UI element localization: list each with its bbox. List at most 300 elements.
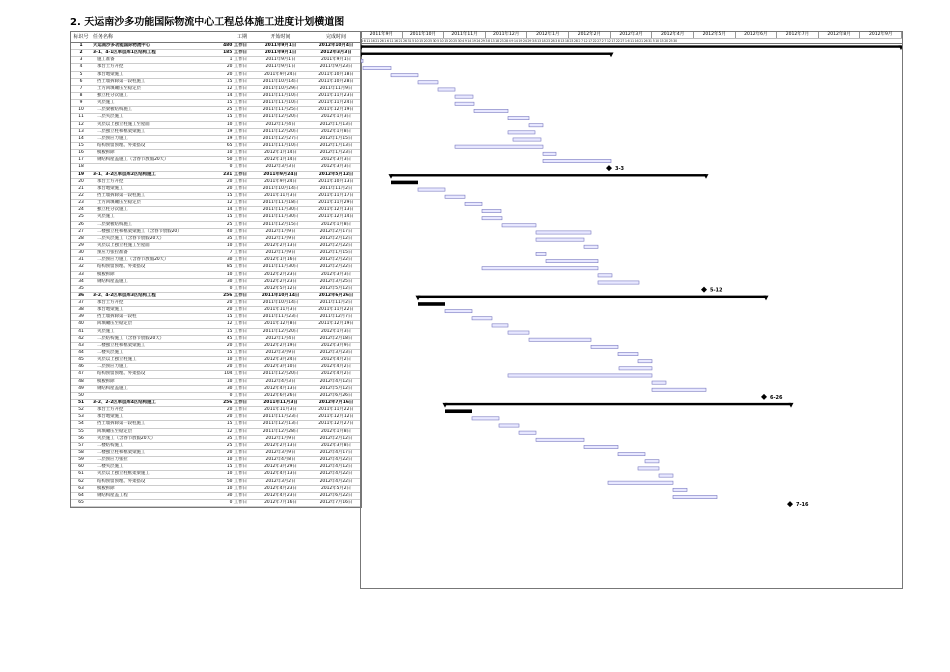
cell-name: 模板拆除 — [97, 150, 115, 156]
cell-duration: 15 工作日 — [226, 464, 247, 470]
cell-id: 59 — [78, 457, 84, 463]
cell-duration: 25 工作日 — [226, 221, 247, 227]
cell-start: 2011年11月30日 — [262, 214, 299, 220]
cell-start: 2011年11月3日 — [263, 400, 298, 406]
table-row[interactable] — [71, 236, 361, 243]
cell-name: 二层独立柱和框架梁施工 — [97, 128, 146, 134]
cell-finish: 2012年4月12日 — [319, 378, 353, 384]
cell-name: 夹层以上独立柱施工至屋面 — [97, 242, 150, 248]
table-row[interactable] — [71, 122, 361, 129]
cell-name: 承台土方开挖 — [97, 407, 124, 413]
cell-duration: 10 工作日 — [226, 121, 247, 127]
cell-duration: 40 工作日 — [226, 228, 247, 234]
cell-name: 二楼独立柱和框架梁施工（含春节放假20） — [97, 228, 182, 234]
cell-start: 2012年2月13日 — [264, 442, 297, 448]
cell-finish: 2012年5月12日 — [318, 171, 354, 177]
cell-name: 结构预留预埋、外架搭设 — [97, 264, 146, 270]
summary-bar — [418, 296, 766, 298]
cell-start: 2011年12月20日 — [262, 328, 299, 334]
header-name: 任务名称 — [93, 34, 114, 40]
cell-start: 2012年7月16日 — [264, 500, 297, 505]
task-bar — [445, 409, 472, 413]
table-row[interactable] — [71, 479, 361, 486]
month-label: 2012年8月 — [819, 32, 861, 38]
cell-start: 2012年2月19日 — [264, 342, 297, 348]
cell-start: 2011年9月24日 — [263, 171, 298, 177]
cell-finish: 2011年11月29日 — [318, 200, 354, 206]
cell-start: 2012年6月26日 — [264, 392, 297, 398]
table-row[interactable] — [71, 429, 361, 436]
table-row[interactable] — [71, 343, 361, 350]
cell-duration: 480 工作日 — [223, 43, 247, 48]
task-rows — [71, 43, 361, 507]
table-row[interactable] — [71, 321, 361, 328]
cell-id: 7 — [79, 85, 83, 91]
cell-id: 17 — [78, 157, 84, 163]
cell-finish: 2012年3月3日 — [321, 164, 351, 170]
cell-finish: 2012年2月22日 — [319, 242, 353, 248]
cell-duration: 20 工作日 — [226, 450, 247, 456]
cell-start: 2011年9月1日 — [264, 43, 297, 48]
cell-start: 2011年10月14日 — [261, 292, 300, 298]
cell-id: 27 — [78, 228, 84, 234]
cell-start: 2011年11月30日 — [262, 264, 299, 270]
cell-finish: 2011年11月22日 — [318, 407, 354, 413]
cell-finish: 2012年3月9日 — [321, 342, 351, 348]
task-bar — [536, 438, 584, 441]
cell-start: 2011年11月10日 — [262, 92, 299, 98]
task-bar — [584, 245, 598, 248]
cell-duration: 10 工作日 — [226, 485, 247, 491]
cell-id: 15 — [78, 142, 84, 148]
cell-id: 6 — [79, 78, 83, 84]
table-row[interactable] — [71, 200, 361, 207]
cell-id: 31 — [78, 257, 84, 263]
cell-finish: 2011年10月28日 — [318, 78, 354, 84]
cell-id: 42 — [78, 335, 84, 341]
cell-duration: 7 工作日 — [229, 250, 247, 256]
month-label: 2012年1月 — [527, 32, 569, 38]
month-label: 2011年12月 — [486, 32, 528, 38]
cell-name: 挡土墙拆除第一段柱施工 — [97, 192, 146, 198]
table-row[interactable] — [71, 143, 361, 150]
table-row[interactable] — [71, 393, 361, 400]
table-row[interactable] — [71, 379, 361, 386]
task-bar — [652, 381, 666, 384]
task-bar — [543, 152, 556, 155]
cell-id: 25 — [78, 214, 84, 220]
cell-start: 2012年3月3日 — [265, 164, 296, 170]
cell-name: 土方回填碾压至稳定层 — [97, 85, 141, 91]
table-row[interactable] — [71, 421, 361, 428]
cell-id: 45 — [78, 357, 84, 363]
cell-start: 2011年12月20日 — [262, 114, 299, 120]
cell-id: 35 — [78, 285, 84, 291]
task-bar — [482, 209, 501, 212]
cell-name: 夹层施工（含春节放假20天） — [97, 435, 156, 441]
cell-start: 2012年3月9日 — [265, 450, 296, 456]
table-row[interactable] — [71, 72, 361, 79]
cell-id: 18 — [78, 164, 84, 170]
table-row[interactable] — [71, 279, 361, 286]
table-row[interactable] — [71, 150, 361, 157]
cell-name: 夹层以上独立柱施工至屋面 — [97, 121, 150, 127]
cell-id: 19 — [77, 171, 85, 177]
task-bar — [529, 124, 543, 127]
table-row[interactable] — [71, 43, 361, 50]
table-row[interactable] — [71, 486, 361, 493]
cell-start: 2011年11月18日 — [262, 200, 299, 206]
cell-duration: 256 工作日 — [223, 400, 247, 406]
table-row[interactable] — [71, 57, 361, 64]
table-row[interactable] — [71, 307, 361, 314]
task-bar — [673, 488, 687, 491]
cell-start: 2012年4月8日 — [265, 457, 296, 463]
milestone-marker — [761, 394, 767, 400]
table-row[interactable] — [71, 493, 361, 500]
cell-name: 二层梁板结构施工 — [97, 221, 133, 227]
cell-name: 二楼结构施工 — [97, 442, 124, 448]
cell-duration: 19 工作日 — [226, 128, 247, 134]
cell-start: 2012年3月29日 — [264, 464, 297, 470]
cell-id: 58 — [78, 450, 84, 456]
cell-finish: 2011年12月19日 — [318, 107, 354, 113]
cell-finish: 2012年1月13日 — [319, 121, 353, 127]
cell-start: 2012年4月13日 — [264, 471, 297, 477]
cell-start: 2011年12月15日 — [262, 221, 299, 227]
task-bar — [645, 460, 659, 463]
task-bar — [418, 302, 445, 306]
cell-finish: 2012年1月15日 — [319, 250, 353, 256]
cell-name: 夹层以上独立柱施工 — [97, 357, 137, 363]
table-row[interactable] — [71, 136, 361, 143]
cell-finish: 2012年5月2日 — [321, 485, 351, 491]
cell-duration: 35 工作日 — [226, 435, 247, 441]
task-bar — [519, 431, 536, 434]
month-label: 2012年9月 — [860, 32, 902, 38]
cell-id: 3 — [79, 57, 83, 63]
cell-finish: 2012年1月15日 — [319, 135, 353, 141]
cell-name: 土方回填碾压至稳定层 — [97, 200, 141, 206]
header-start: 开始时间 — [270, 34, 291, 40]
cell-name: 二楼独立柱和框架梁施工 — [97, 342, 146, 348]
cell-finish: 2012年2月22日 — [319, 257, 353, 263]
cell-name: 独立柱分次施工 — [97, 207, 128, 213]
cell-duration: 20 工作日 — [226, 178, 247, 184]
cell-name: 挡土墙拆除第一段柱施工 — [97, 421, 146, 427]
table-row[interactable] — [71, 336, 361, 343]
cell-id: 39 — [78, 314, 84, 320]
cell-start: 2011年12月13日 — [262, 421, 299, 427]
task-bar — [499, 424, 519, 427]
cell-id: 21 — [78, 185, 84, 191]
milestone-label: 5-12 — [710, 287, 723, 294]
cell-name: 预应力张拉准备 — [97, 250, 128, 256]
cell-duration: 185 工作日 — [223, 50, 247, 56]
task-bar — [536, 252, 546, 255]
cell-finish: 2011年11月23日 — [318, 92, 354, 98]
cell-start: 2011年11月10日 — [262, 100, 299, 106]
cell-name: 二层预应力施工 — [97, 364, 128, 370]
table-row[interactable] — [71, 186, 361, 193]
cell-finish: 2012年2月18日 — [319, 335, 353, 341]
cell-name: 钢结构屋盖施工（含春节放假20天） — [97, 157, 169, 163]
cell-id: 53 — [78, 414, 84, 420]
cell-finish: 2012年6月26日 — [319, 392, 353, 398]
cell-finish: 2012年5月12日 — [319, 385, 353, 391]
cell-name: 3-1、4-1区单层库1区结构工程 — [93, 50, 156, 56]
cell-duration: 25 工作日 — [226, 442, 247, 448]
cell-id: 55 — [78, 428, 84, 434]
cell-name: 二层结构施工（含春节放假20天） — [97, 335, 165, 341]
cell-start: 2012年4月13日 — [264, 385, 297, 391]
cell-start: 2011年11月23日 — [262, 414, 299, 420]
task-bar — [472, 417, 499, 420]
table-row[interactable] — [71, 207, 361, 214]
cell-duration: 10 工作日 — [226, 150, 247, 156]
table-row[interactable] — [71, 79, 361, 86]
month-label: 2012年3月 — [611, 32, 653, 38]
table-row[interactable] — [71, 100, 361, 107]
table-row[interactable] — [71, 257, 361, 264]
cell-duration: 19 工作日 — [226, 135, 247, 141]
cell-finish: 2012年4月2日 — [321, 357, 351, 363]
cell-name: 3-2、4-2区单层库3区结构工程 — [93, 292, 156, 298]
task-table — [70, 31, 362, 508]
cell-finish: 2012年3月3日 — [320, 50, 352, 56]
cell-duration: 10 工作日 — [226, 242, 247, 248]
table-row[interactable] — [71, 386, 361, 393]
cell-duration: 10 工作日 — [226, 271, 247, 277]
task-bar — [659, 474, 673, 477]
table-row[interactable] — [71, 250, 361, 257]
table-row[interactable] — [71, 350, 361, 357]
cell-duration: 10 工作日 — [226, 378, 247, 384]
cell-name: 回填碾压至稳定层 — [97, 428, 133, 434]
task-bar — [472, 317, 492, 320]
cell-finish: 2011年11月2日 — [319, 300, 353, 306]
table-row[interactable] — [71, 300, 361, 307]
cell-finish: 2012年2月22日 — [319, 264, 353, 270]
cell-finish: 2012年1月13日 — [319, 142, 353, 148]
cell-id: 26 — [78, 221, 84, 227]
cell-finish: 2012年1月3日 — [321, 328, 351, 334]
table-row[interactable] — [71, 107, 361, 114]
cell-id: 36 — [77, 292, 85, 298]
cell-start: 2011年10月14日 — [262, 300, 299, 306]
table-row[interactable] — [71, 214, 361, 221]
table-row[interactable] — [71, 179, 361, 186]
cell-finish: 2011年12月19日 — [318, 321, 354, 327]
cell-finish: 2012年4月22日 — [319, 471, 353, 477]
cell-name: 独立柱分次施工 — [97, 92, 128, 98]
cell-name: 结构预留预埋、外架搭设 — [97, 142, 146, 148]
cell-id: 16 — [78, 150, 84, 156]
task-bar — [492, 324, 508, 327]
table-row[interactable] — [71, 286, 361, 293]
task-bar — [438, 88, 455, 91]
cell-start: 2012年2月23日 — [264, 271, 297, 277]
cell-name: 模板拆除 — [97, 378, 115, 384]
table-row[interactable] — [71, 164, 361, 171]
table-row[interactable] — [71, 450, 361, 457]
cell-finish: 2011年12月14日 — [318, 214, 354, 220]
cell-name: 3-1、3-2区单层库2区结构施工 — [93, 171, 156, 177]
cell-id: 30 — [78, 250, 84, 256]
cell-name: 二楼夹层施工 — [97, 350, 124, 356]
table-row[interactable] — [71, 86, 361, 93]
table-row[interactable] — [71, 114, 361, 121]
cell-name: 模板拆除 — [97, 271, 115, 277]
table-row[interactable] — [71, 222, 361, 229]
summary-bar — [445, 403, 791, 405]
cell-start: 2011年11月25日 — [262, 107, 299, 113]
table-row[interactable] — [71, 157, 361, 164]
cell-start: 2011年12月8日 — [264, 321, 297, 327]
task-bar — [508, 131, 535, 134]
table-row[interactable] — [71, 272, 361, 279]
table-row[interactable] — [71, 471, 361, 478]
task-bar — [638, 360, 652, 363]
table-row[interactable] — [71, 400, 361, 407]
cell-id: 47 — [78, 371, 84, 377]
cell-name: 夹层以上独立柱框架梁施工 — [97, 471, 150, 477]
table-row[interactable] — [71, 314, 361, 321]
cell-start: 2012年1月14日 — [264, 150, 297, 156]
cell-finish: 2012年4月2日 — [321, 364, 351, 370]
cell-duration: 14 工作日 — [226, 92, 247, 98]
table-row[interactable] — [71, 193, 361, 200]
cell-name: 施工准备 — [97, 57, 115, 63]
cell-start: 2011年12月20日 — [262, 128, 299, 134]
cell-finish: 2012年1月8日 — [321, 221, 351, 227]
cell-duration: 20 工作日 — [226, 300, 247, 306]
task-bar — [482, 217, 502, 220]
cell-name: 3-2、2-2区单层库4区结构施工 — [93, 400, 156, 406]
cell-finish: 2011年10月13日 — [318, 178, 354, 184]
cell-name: 承台土方开挖 — [97, 300, 124, 306]
cell-finish: 2012年3月3日 — [321, 271, 351, 277]
table-row[interactable] — [71, 357, 361, 364]
cell-start: 2012年1月4日 — [265, 121, 296, 127]
table-row[interactable] — [71, 364, 361, 371]
table-row[interactable] — [71, 172, 361, 179]
table-row[interactable] — [71, 129, 361, 136]
cell-name: 承台土方开挖 — [97, 178, 124, 184]
cell-name: 夹层施工 — [97, 214, 115, 220]
cell-id: 52 — [78, 407, 84, 413]
cell-duration: 85 工作日 — [226, 264, 247, 270]
cell-finish: 2012年2月12日 — [319, 435, 353, 441]
table-row[interactable] — [71, 464, 361, 471]
cell-duration: 50 工作日 — [226, 478, 247, 484]
task-bar — [598, 281, 639, 284]
cell-name: 承台地梁施工 — [97, 414, 124, 420]
summary-bar — [391, 174, 706, 176]
table-row[interactable] — [71, 414, 361, 421]
cell-start: 2011年9月24日 — [264, 178, 297, 184]
table-row[interactable] — [71, 371, 361, 378]
table-row[interactable] — [71, 500, 361, 507]
table-row[interactable] — [71, 93, 361, 100]
cell-name: 二楼独立柱和框架梁施工 — [97, 450, 146, 456]
cell-finish: 2012年5月12日 — [319, 285, 353, 291]
cell-finish: 2011年9月1日 — [321, 57, 351, 63]
month-label: 2011年11月 — [444, 32, 486, 38]
month-label: 2012年5月 — [694, 32, 736, 38]
table-row[interactable] — [71, 443, 361, 450]
task-bar — [508, 331, 529, 334]
table-row[interactable] — [71, 407, 361, 414]
table-row[interactable] — [71, 264, 361, 271]
cell-id: 61 — [78, 471, 84, 477]
task-bar — [673, 495, 717, 498]
cell-finish: 2012年4月17日 — [319, 450, 353, 456]
cell-id: 37 — [78, 300, 84, 306]
task-bar — [482, 267, 598, 270]
cell-id: 34 — [78, 278, 84, 284]
table-row[interactable] — [71, 293, 361, 300]
milestone-marker — [787, 501, 793, 507]
cell-start: 2012年1月9日 — [265, 435, 296, 441]
cell-id: 28 — [78, 235, 84, 241]
task-bar — [455, 95, 473, 98]
cell-id: 51 — [77, 400, 85, 406]
task-bar — [502, 224, 536, 227]
cell-name: 承台土方开挖 — [97, 64, 124, 70]
cell-duration: 15 工作日 — [226, 328, 247, 334]
cell-finish: 2012年4月22日 — [319, 457, 353, 463]
task-bar — [418, 81, 438, 84]
cell-duration: 15 工作日 — [226, 100, 247, 106]
cell-duration: 20 工作日 — [226, 185, 247, 191]
day-scale: 1 6 11 16 21 26 1 6 11 16 21 26 31 5 10 15 20 25 30 5 10 15 20 25 30 4 9 14 19 24 29 3 8 13 18 23 28 4 9 14 19 24 29 3 8 13 18 23 28 3 8 13 18 23 28 2 7 12 17 22 27 2 7 12 17 22 27 1 6 11 16 21 26 31 5 10 15 20 25 30 — [361, 38, 902, 45]
cell-start: 2011年11月3日 — [264, 407, 297, 413]
table-row[interactable] — [71, 436, 361, 443]
page-title: 2. 天运南沙多功能国际物流中心工程总体施工进度计划横道图 — [70, 17, 345, 28]
summary-bar — [361, 53, 611, 55]
table-row[interactable] — [71, 329, 361, 336]
month-label: 2011年9月 — [361, 32, 403, 38]
cell-id: 46 — [78, 364, 84, 370]
cell-name: 承台地梁施工 — [97, 185, 124, 191]
cell-start: 2011年10月29日 — [262, 85, 299, 91]
task-bar — [529, 338, 591, 341]
cell-duration: 20 工作日 — [226, 414, 247, 420]
table-row[interactable] — [71, 64, 361, 71]
cell-id: 22 — [78, 192, 84, 198]
cell-start: 2011年11月3日 — [264, 307, 297, 313]
table-row[interactable] — [71, 229, 361, 236]
cell-finish: 2012年1月8日 — [321, 128, 351, 134]
cell-name: 夹层施工 — [97, 328, 115, 334]
task-bar — [508, 374, 652, 377]
cell-start: 2012年3月9日 — [265, 350, 296, 356]
table-row[interactable] — [71, 50, 361, 57]
table-row[interactable] — [71, 457, 361, 464]
milestone-label: 3-3 — [615, 166, 625, 173]
cell-start: 2011年11月3日 — [264, 192, 297, 198]
cell-name: 钢结构屋盖施工 — [97, 278, 128, 284]
cell-id: 1 — [79, 43, 83, 48]
month-label: 2012年7月 — [777, 32, 819, 38]
cell-start: 2011年11月30日 — [262, 207, 299, 213]
task-bar — [445, 195, 465, 198]
cell-id: 10 — [78, 107, 84, 113]
table-row[interactable] — [71, 243, 361, 250]
milestone-marker — [606, 165, 612, 171]
cell-start: 2012年3月10日 — [264, 364, 297, 370]
